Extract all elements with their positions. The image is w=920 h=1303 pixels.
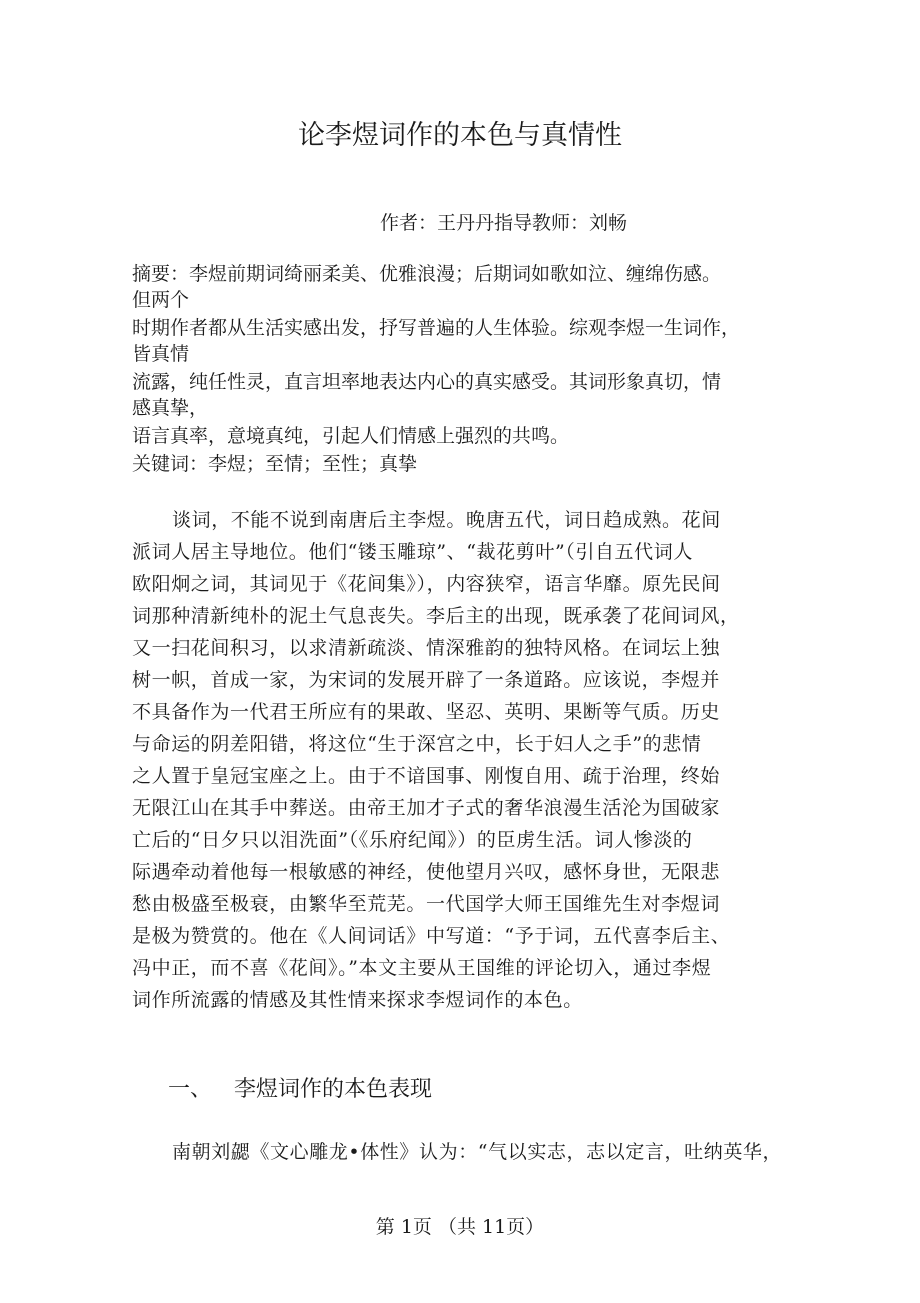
abstract-line: 流露，纯任性灵，直言坦率地表达内心的真实感受。其词形象真切，情 xyxy=(132,371,722,393)
body-line: 不具备作为一代君王所应有的果敢、坚忍、英明、果断等气质。历史 xyxy=(132,701,721,723)
body-line: 冯中正，而不喜《花间》。”本文主要从王国维的评论切入，通过李煜 xyxy=(132,957,712,979)
section-body-line: 南朝刘勰《文心雕龙•体性》认为：“气以实志，志以定言，吐纳英华， xyxy=(172,1141,783,1163)
body-line: 际遇牵动着他每一根敏感的神经，使他望月兴叹，感怀身世，无限悲 xyxy=(132,861,721,883)
document-title: 论李煜词作的本色与真情性 xyxy=(298,120,622,151)
body-line: 又一扫花间积习，以求清新疏淡、情深雅韵的独特风格。在词坛上独 xyxy=(132,637,721,659)
page-footer: 第 1页 （共 11页） xyxy=(375,1216,545,1238)
abstract-line: 时期作者都从生活实感出发，抒写普遍的人生体验。综观李煜一生词作， xyxy=(132,317,741,339)
abstract-line: 摘要：李煜前期词绮丽柔美、优雅浪漫；后期词如歌如泣、缠绵伤感。 xyxy=(132,263,722,285)
body-line: 欧阳炯之词，其词见于《花间集》），内容狭窄，语言华靡。原先民间 xyxy=(132,573,721,595)
body-line: 之人置于皇冠宝座之上。由于不谙国事、刚愎自用、疏于治理，终始 xyxy=(132,765,721,787)
body-line: 树一帜，首成一家，为宋词的发展开辟了一条道路。应该说，李煜并 xyxy=(132,669,721,691)
abstract-line: 但两个 xyxy=(132,289,190,311)
body-line: 谈词，不能不说到南唐后主李煜。晚唐五代，词日趋成熟。花间 xyxy=(172,509,721,531)
body-line: 无限江山在其手中葬送。由帝王加才子式的奢华浪漫生活沦为国破家 xyxy=(132,797,721,819)
body-line: 派词人居主导地位。他们“镂玉雕琼”、“裁花剪叶”（引自五代词人 xyxy=(132,541,693,563)
keywords-line: 关键词：李煜；至情；至性；真挚 xyxy=(132,453,418,475)
body-line: 与命运的阴差阳错，将这位“生于深宫之中，长于妇人之手”的悲情 xyxy=(132,733,702,755)
body-line: 亡后的“日夕只以泪洗面”（《乐府纪闻》）的臣虏生活。词人惨淡的 xyxy=(132,829,693,851)
body-line: 词作所流露的情感及其性情来探求李煜词作的本色。 xyxy=(132,989,583,1011)
abstract-line: 语言真率，意境真纯，引起人们情感上强烈的共鸣。 xyxy=(132,425,570,447)
section-number: 一、 xyxy=(168,1077,213,1102)
body-line: 词那种清新纯朴的泥土气息丧失。李后主的出现，既承袭了花间词风， xyxy=(132,605,740,627)
section-heading xyxy=(168,1075,432,1105)
abstract-line: 皆真情 xyxy=(132,343,190,365)
section-title: 李煜词作的本色表现 xyxy=(234,1077,433,1102)
author-line: 作者：王丹丹指导教师：刘畅 xyxy=(380,212,628,234)
body-line: 愁由极盛至极衰，由繁华至荒芜。一代国学大师王国维先生对李煜词 xyxy=(132,893,721,915)
body-line: 是极为赞赏的。他在《人间词话》中写道：“予于词，五代喜李后主、 xyxy=(132,925,731,947)
abstract-line: 感真挚， xyxy=(132,397,209,419)
